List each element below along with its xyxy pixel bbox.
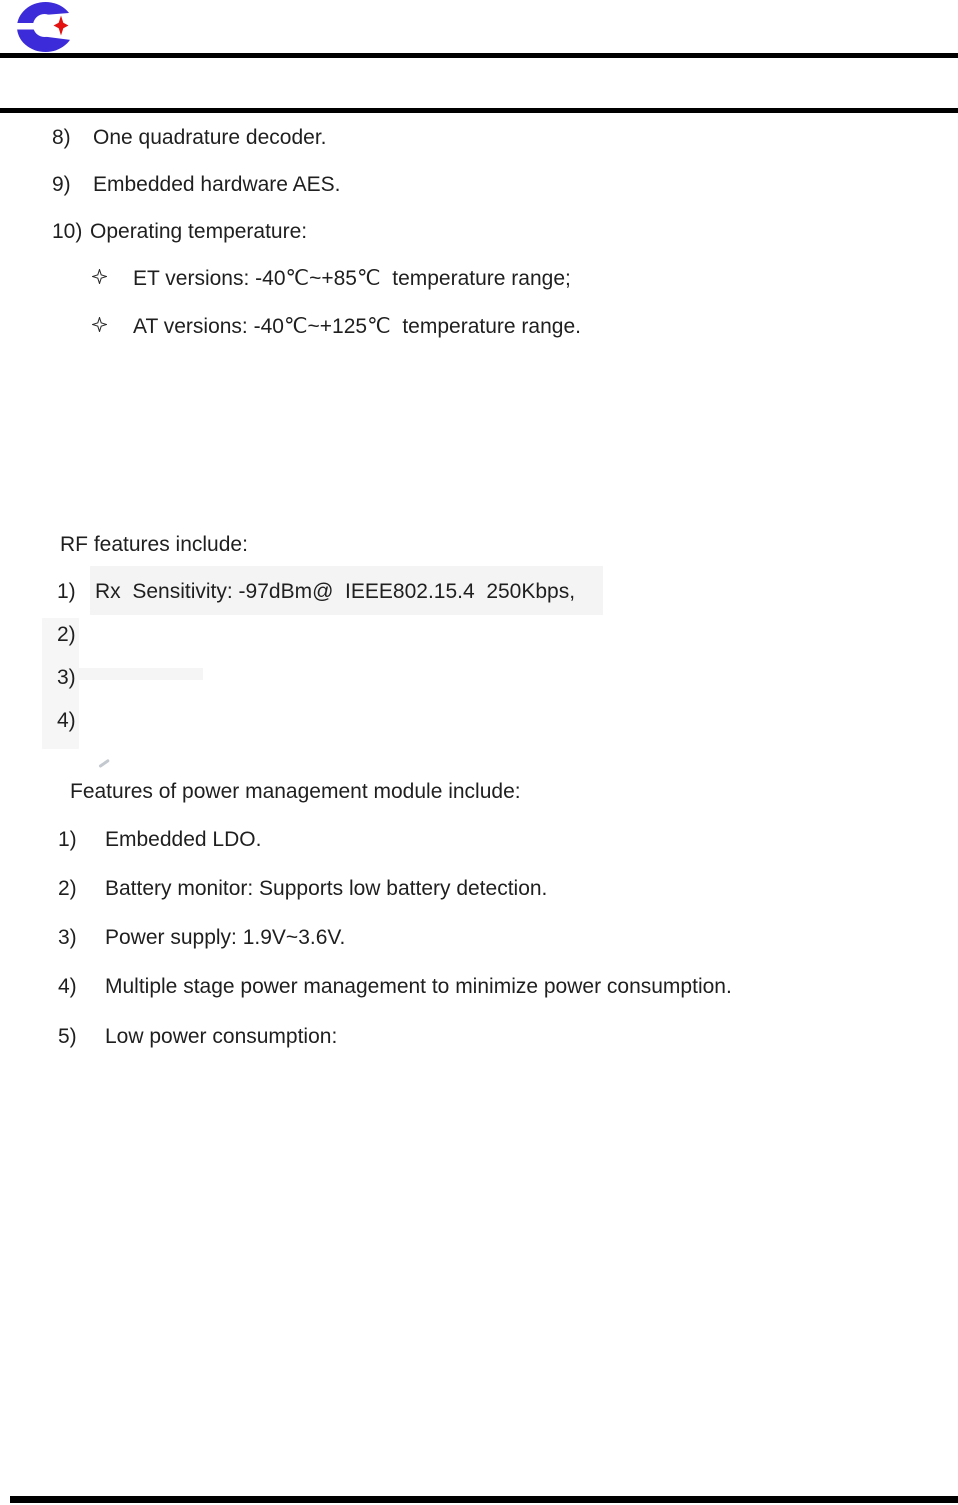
sub-list-text: ET versions: -40℃~+85℃ temperature range; xyxy=(133,267,571,290)
list-number: 5) xyxy=(58,1025,77,1048)
list-item xyxy=(0,975,958,1005)
sub-list-text: AT versions: -40℃~+125℃ temperature range. xyxy=(133,315,581,338)
list-number: 2) xyxy=(58,877,77,900)
four-pointed-star-icon xyxy=(92,269,107,284)
list-number: 2) xyxy=(57,623,76,646)
list-text: Multiple stage power management to minimize power consumption. xyxy=(105,975,732,998)
list-text: Operating temperature: xyxy=(90,220,308,243)
list-number: 9) xyxy=(52,173,71,196)
list-text: Battery monitor: Supports low battery detection. xyxy=(105,877,548,900)
sub-list-item xyxy=(0,267,958,297)
list-text: One quadrature decoder. xyxy=(93,126,327,149)
list-number: 4) xyxy=(57,709,76,732)
list-item xyxy=(0,926,958,956)
list-number: 4) xyxy=(58,975,77,998)
list-text: Low power consumption: xyxy=(105,1025,338,1048)
list-item xyxy=(0,828,958,858)
header-rule-thick xyxy=(0,53,958,58)
list-number: 3) xyxy=(57,666,76,689)
list-item xyxy=(0,666,958,696)
footer-rule xyxy=(10,1496,958,1503)
list-item xyxy=(0,623,958,653)
list-item xyxy=(0,709,958,739)
list-text: Rx Sensitivity: -97dBm@ IEEE802.15.4 250Kbps, xyxy=(95,580,576,603)
power-section-heading xyxy=(0,780,958,810)
header-rule-thin xyxy=(0,108,958,113)
heading-text: Features of power management module include: xyxy=(70,780,521,803)
list-number: 10) xyxy=(52,220,83,243)
list-number: 1) xyxy=(57,580,76,603)
list-item xyxy=(0,877,958,907)
list-text: Embedded hardware AES. xyxy=(93,173,341,196)
list-text: Embedded LDO. xyxy=(105,828,262,851)
sub-list-item xyxy=(0,315,958,345)
rf-section-heading xyxy=(0,533,958,563)
company-logo-icon xyxy=(17,2,75,53)
heading-text: RF features include: xyxy=(60,533,248,556)
list-number: 1) xyxy=(58,828,77,851)
list-text: Power supply: 1.9V~3.6V. xyxy=(105,926,346,949)
stray-mark xyxy=(98,759,109,768)
list-item xyxy=(0,173,958,203)
four-pointed-star-icon xyxy=(92,317,107,332)
list-item xyxy=(0,220,958,250)
list-item xyxy=(0,1025,958,1055)
list-number: 3) xyxy=(58,926,77,949)
list-item xyxy=(0,126,958,156)
list-item xyxy=(0,580,958,610)
list-number: 8) xyxy=(52,126,71,149)
